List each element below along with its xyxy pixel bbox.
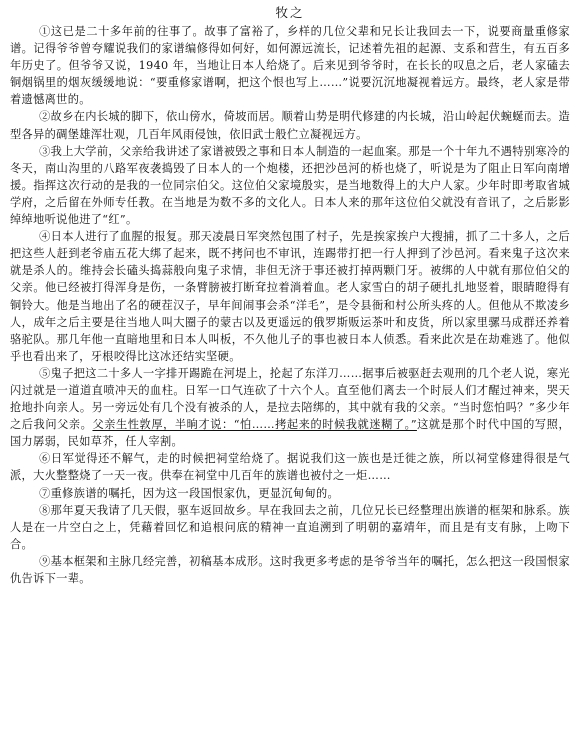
- paragraph-6: ⑥日军觉得还不解气，走的时候把祠堂给烧了。据说我们这一族也是迁徙之族，所以祠堂修建得很是气派，大火整整烧了一天一夜。供奉在祠堂中几百年的族谱也被付之一炬……: [10, 452, 570, 483]
- paragraph-3: ③我上大学前，父亲给我讲述了家谱被毁之事和日本人制造的一起血案。那是一个十年九不遇特别寒冷的冬天，南山沟里的八路军夜袭捣毁了日本人的一个炮楼，还把沙邑河的桥也烧了，听说是为了阻止日军向南增援。指挥这次行动的是我的一位同宗伯父。这位伯父家境殷实，是当地数得上的大户人家。少年时即考取省城学府，之后留在外师专任教。在当地是为数不多的文化人。日本人来的那年这位伯父就没有音讯了，之后影影绰绰地听说他进了“红”。: [10, 144, 570, 227]
- underlined-sentence: 父亲生性敦厚，半晌才说：“怕……拷起来的时候我就迷糊了。”: [92, 418, 417, 432]
- article-body: [10, 23, 570, 587]
- paragraph-2: ②故乡在内长城的脚下，依山傍水，倚坡而居。顺着山势是明代修建的内长城，沿山岭起伏蜿蜒而去。造型各异的碉堡雄浑壮观，几百年风雨侵蚀，依旧武士般伫立凝视远方。: [10, 110, 570, 141]
- paragraph-5: ⑤鬼子把这二十多人一字排开踢跪在河堤上，抡起了东洋刀……据事后被驱赶去观刑的几个老人说，寒光闪过就是一道道直喷冲天的血柱。日军一口气连砍了十六个人。直至他们离去一个时辰人们才醒过神来，哭天抢地扑向亲人。另一旁远处有几个没有被杀的人，是拉去陪绑的，其中就有我的父亲。“当时您怕吗？”多少年之后我问父亲。父亲生性敦厚，半晌才说：“怕……拷起来的时候我就迷糊了。”这就是那个时代中国的写照，国力孱弱，民如草芥，任人宰割。: [10, 366, 571, 449]
- paragraph-9: ⑨基本框架和主脉几经完善，初稿基本成形。这时我更多考虑的是爷爷当年的嘱托，怎么把这一段国恨家仇告诉下一辈。: [10, 554, 570, 585]
- article-title: 牧之: [275, 5, 305, 20]
- paragraph-1: ①这已是二十多年前的往事了。故事了富裕了，乡样的几位父辈和兄长让我回去一下，说要商量重修家谱。记得爷爷曾夸耀说我们的家谱编修得如何好，如何源远流长，记述着先祖的起源、支系和营生，有五百多年历史了。但爷爷又说，1940 年，当地让日本人给烧了。后来见到爷爷时，在长长的叹息之后，老人家磕去铜烟锅里的烟灰缓缓地说：“要重修家谱啊，把这个恨也写上……”说要沉沉地凝视着远方。最终，老人家是带着遗憾离世的。: [10, 25, 570, 107]
- paragraph-7: ⑦重修族谱的嘱托，因为这一段国恨家仇，更显沉甸甸的。: [39, 486, 340, 500]
- paragraph-4: ④日本人进行了血腥的报复。那天凌晨日军突然包围了村子，先是挨家挨户大搜捕，抓了二十多人，之后把这些人赶到老爷庙五花大绑了起来，既不拷问也不审讯，连踢带打把一行人押到了沙邑河。看来鬼子这次来就是杀人的。维持会长磕头捣蒜般向鬼子求情，非但无济于事还被打掉两颗门牙。被绑的人中就有那位伯父的父亲。他已经被打得浑身是伤，一条臂膀被打断耷拉着淌着血。老人家雪白的胡子硬扎扎地竖着，眼睛瞪得有铜铃大。他是当地出了名的硬茬汉子，早年间闹事会杀“洋毛”，是令县衙和村公所头疼的人。但他从不欺凌乡人，成年之后主要是往当地人叫大圈子的蒙古以及更遥远的俄罗斯贩运茶叶和皮货，所以家里骡马成群还养着骆驼队。那几年他一直暗地里和日本人叫板，不久他儿子的事也被日本人侦悉。看来此次是在劫难逃了。他似乎也看出来了，牙根咬得比这冰还结实坚硬。: [10, 230, 570, 363]
- paragraph-8: ⑧那年夏天我请了几天假，驱车返回故乡。早在我回去之前，几位兄长已经整理出族谱的框架和脉系。族人是在一片空白之上，凭藉着回忆和追根问底的精神一直追溯到了明朝的嘉靖年，而且是有支有脉，上吻下合。: [10, 503, 570, 551]
